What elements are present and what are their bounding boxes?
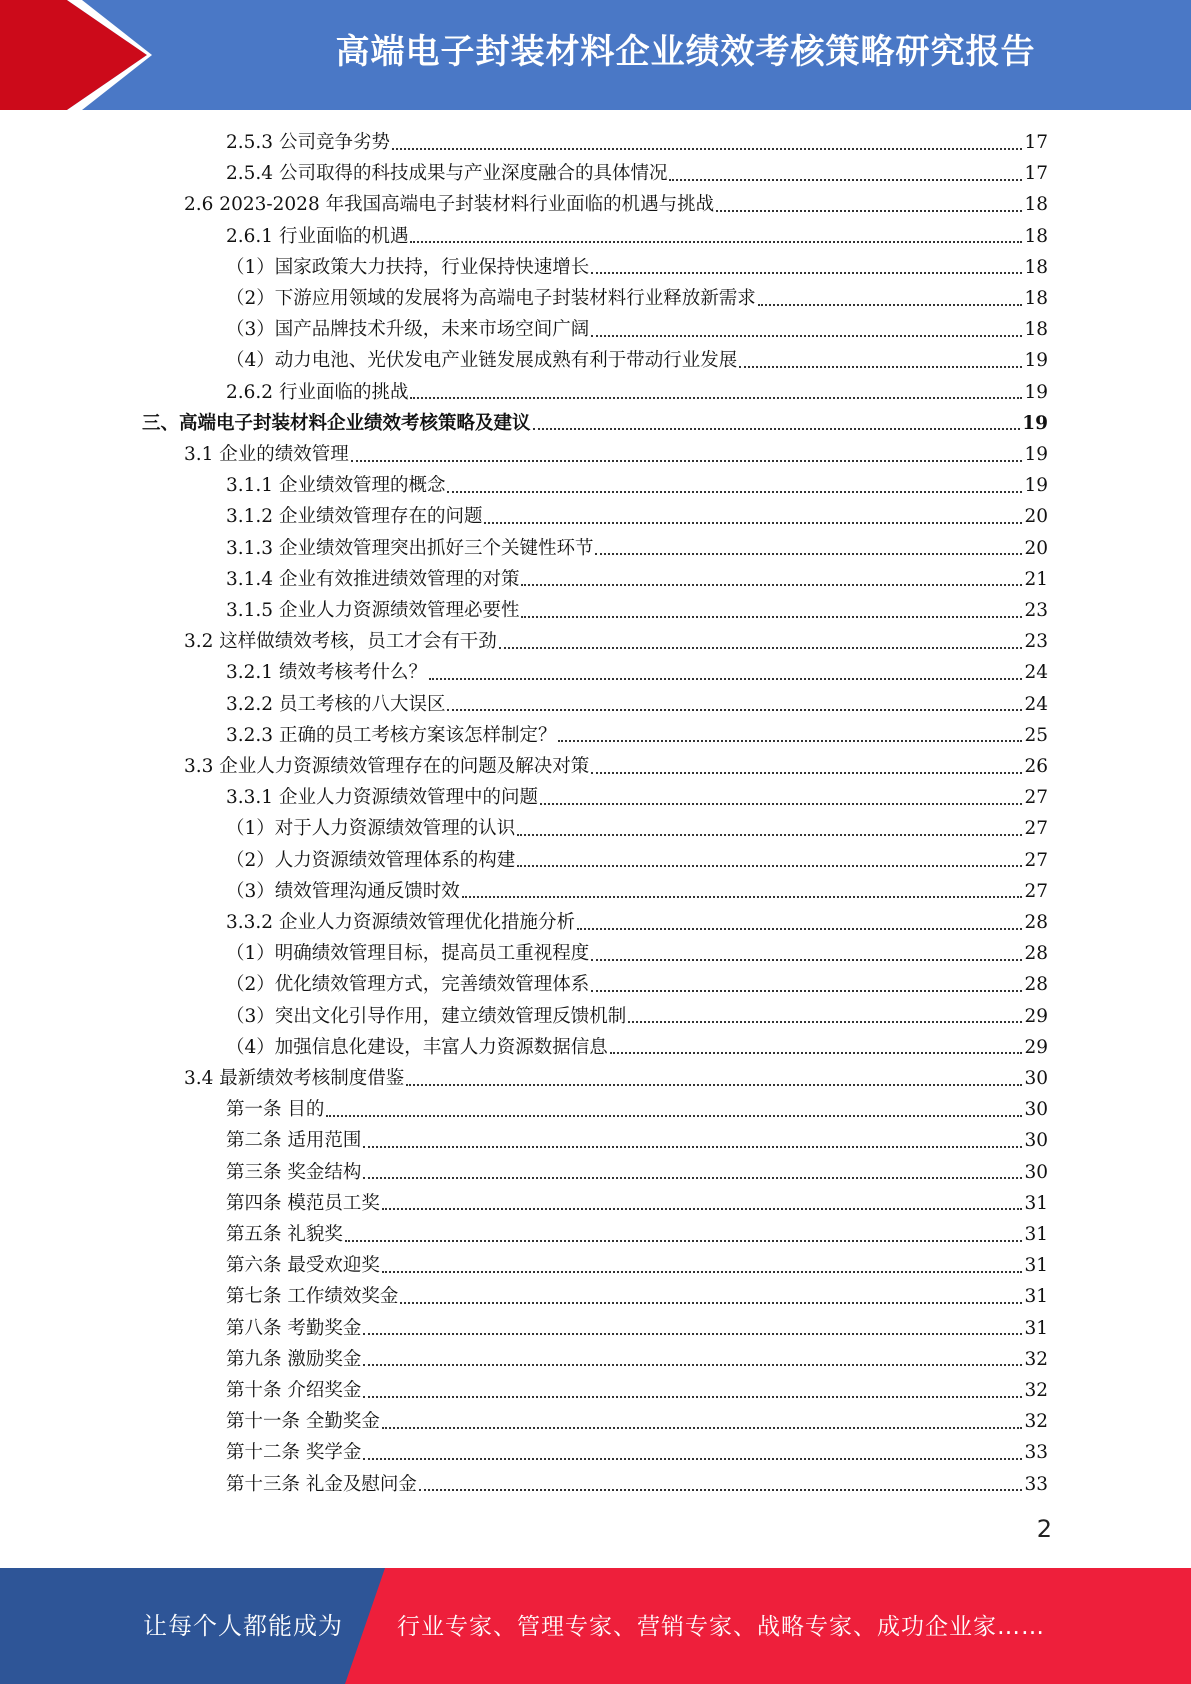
toc-entry-page: 28 xyxy=(1024,912,1048,933)
toc-dot-leader xyxy=(484,522,1022,524)
page-footer xyxy=(0,1568,1191,1684)
toc-dot-leader xyxy=(400,1302,1022,1304)
toc-entry[interactable] xyxy=(226,533,1048,564)
toc-entry-label: （1）国家政策大力扶持，行业保持快速增长 xyxy=(226,256,590,278)
toc-entry-page: 26 xyxy=(1024,756,1048,777)
toc-entry-label: 第二条 适用范围 xyxy=(226,1130,362,1152)
toc-dot-leader xyxy=(577,928,1022,930)
toc-entry[interactable] xyxy=(226,907,1048,938)
toc-entry-page: 27 xyxy=(1024,849,1048,871)
toc-entry-label: 3.1 企业的绩效管理 xyxy=(184,444,349,465)
toc-dot-leader xyxy=(758,304,1023,306)
toc-entry-label: 第三条 奖金结构 xyxy=(226,1161,362,1183)
toc-entry[interactable] xyxy=(226,1344,1048,1375)
toc-entry-label: 第八条 考勤奖金 xyxy=(226,1317,362,1339)
toc-entry[interactable] xyxy=(226,813,1048,844)
toc-entry-label: 第四条 模范员工奖 xyxy=(226,1192,380,1214)
toc-entry[interactable] xyxy=(226,938,1048,969)
toc-dot-leader xyxy=(521,584,1022,586)
toc-entry-label: 2.5.3 公司竞争劣势 xyxy=(226,132,390,153)
toc-entry-label: 2.6.1 行业面临的机遇 xyxy=(226,225,409,247)
toc-entry-label: 第十二条 奖学金 xyxy=(226,1442,362,1464)
toc-entry-page: 18 xyxy=(1024,194,1048,216)
toc-entry-page: 25 xyxy=(1024,724,1048,746)
toc-entry-page: 18 xyxy=(1024,319,1048,341)
toc-entry[interactable] xyxy=(184,751,1048,782)
toc-dot-leader xyxy=(429,678,1022,680)
toc-dot-leader xyxy=(499,647,1023,649)
toc-entry[interactable] xyxy=(226,720,1048,751)
toc-entry[interactable] xyxy=(226,782,1048,813)
toc-entry-page: 23 xyxy=(1024,600,1048,621)
toc-entry-label: 第七条 工作绩效奖金 xyxy=(226,1286,399,1308)
toc-entry[interactable] xyxy=(226,314,1048,345)
toc-entry-label: （3）绩效管理沟通反馈时效 xyxy=(226,880,460,902)
toc-dot-leader xyxy=(716,210,1022,212)
toc-entry-page: 32 xyxy=(1024,1348,1048,1370)
toc-entry-page: 30 xyxy=(1024,1130,1048,1152)
toc-entry-page: 31 xyxy=(1024,1286,1048,1308)
header-red-chevron xyxy=(0,0,155,110)
toc-entry[interactable] xyxy=(226,689,1048,720)
toc-entry[interactable] xyxy=(226,1188,1048,1219)
toc-entry-label: 3.3.1 企业人力资源绩效管理中的问题 xyxy=(226,787,538,809)
toc-entry[interactable] xyxy=(226,501,1048,532)
toc-entry-page: 31 xyxy=(1024,1255,1048,1277)
toc-dot-leader xyxy=(447,491,1022,493)
toc-dot-leader xyxy=(382,1271,1023,1273)
toc-entry[interactable] xyxy=(226,1094,1048,1125)
toc-entry-page: 30 xyxy=(1024,1068,1048,1089)
page-header xyxy=(0,0,1191,110)
toc-dot-leader xyxy=(595,553,1022,555)
toc-entry[interactable] xyxy=(184,189,1048,220)
toc-entry-page: 29 xyxy=(1024,1005,1048,1027)
toc-entry-label: （2）人力资源绩效管理体系的构建 xyxy=(226,849,516,871)
toc-dot-leader xyxy=(363,1333,1022,1335)
toc-entry-page: 19 xyxy=(1024,350,1048,372)
toc-dot-leader xyxy=(363,1146,1022,1148)
toc-dot-leader xyxy=(517,834,1022,836)
toc-entry[interactable] xyxy=(226,377,1048,408)
toc-entry[interactable] xyxy=(226,1313,1048,1344)
footer-slogan-right: 行业专家、管理专家、营销专家、战略专家、成功企业家…… xyxy=(397,1614,1045,1640)
toc-entry-label: 3.2.1 绩效考核考什么？ xyxy=(226,662,427,684)
toc-dot-leader xyxy=(419,1489,1023,1491)
page-number: 2 xyxy=(1036,1515,1052,1543)
toc-entry-label: （2）下游应用领域的发展将为高端电子封装材料行业释放新需求 xyxy=(226,288,756,309)
toc-entry[interactable] xyxy=(226,876,1048,907)
toc-entry-page: 31 xyxy=(1024,1224,1048,1245)
toc-entry-page: 18 xyxy=(1024,288,1048,309)
toc-entry-label: 2.6 2023-2028 年我国高端电子封装材料行业面临的机遇与挑战 xyxy=(184,194,715,216)
toc-entry-label: 3.1.5 企业人力资源绩效管理必要性 xyxy=(226,600,520,621)
toc-entry[interactable] xyxy=(226,283,1048,314)
toc-entry-page: 19 xyxy=(1024,444,1048,465)
toc-dot-leader xyxy=(533,428,1021,430)
toc-entry-label: 3.1.1 企业绩效管理的概念 xyxy=(226,475,446,497)
toc-entry-label: 第六条 最受欢迎奖 xyxy=(226,1255,380,1277)
toc-entry-page: 31 xyxy=(1024,1192,1048,1214)
toc-entry-label: 第十三条 礼金及慰问金 xyxy=(226,1473,417,1495)
toc-entry-label: 3.2.3 正确的员工考核方案该怎样制定？ xyxy=(226,724,557,746)
toc-dot-leader xyxy=(326,1115,1022,1117)
toc-dot-leader xyxy=(382,1208,1023,1210)
toc-dot-leader xyxy=(540,803,1022,805)
toc-entry[interactable] xyxy=(226,127,1048,158)
toc-entry-page: 32 xyxy=(1024,1380,1048,1401)
toc-entry[interactable] xyxy=(226,969,1048,1000)
toc-dot-leader xyxy=(669,179,1022,181)
footer-slogan-left: 让每个人都能成为 xyxy=(143,1612,343,1640)
toc-entry[interactable] xyxy=(226,564,1048,595)
toc-entry-label: 3.1.2 企业绩效管理存在的问题 xyxy=(226,506,483,528)
toc-entry-page: 20 xyxy=(1024,506,1048,528)
toc-dot-leader xyxy=(739,366,1022,368)
toc-entry-label: 3.3 企业人力资源绩效管理存在的问题及解决对策 xyxy=(184,756,590,777)
toc-dot-leader xyxy=(591,272,1022,274)
toc-entry[interactable] xyxy=(226,252,1048,283)
toc-entry[interactable] xyxy=(226,1406,1048,1437)
toc-entry-page: 28 xyxy=(1024,974,1048,996)
toc-entry-label: 2.6.2 行业面临的挑战 xyxy=(226,381,409,403)
toc-dot-leader xyxy=(591,959,1022,961)
toc-dot-leader xyxy=(363,1364,1022,1366)
toc-entry-label: （3）突出文化引导作用，建立绩效管理反馈机制 xyxy=(226,1005,627,1027)
toc-entry[interactable] xyxy=(184,626,1048,657)
toc-dot-leader xyxy=(521,616,1022,618)
toc-entry-page: 27 xyxy=(1024,787,1048,809)
toc-entry-page: 30 xyxy=(1024,1099,1048,1121)
toc-entry-page: 19 xyxy=(1024,381,1048,403)
toc-entry[interactable] xyxy=(184,439,1048,470)
toc-entry-page: 31 xyxy=(1024,1317,1048,1339)
toc-entry[interactable] xyxy=(226,158,1048,189)
toc-entry-label: 3.2 这样做绩效考核，员工才会有干劲 xyxy=(184,631,497,653)
toc-entry[interactable] xyxy=(226,1281,1048,1312)
toc-entry-label: （1）对于人力资源绩效管理的认识 xyxy=(226,818,516,840)
toc-entry-page: 30 xyxy=(1024,1161,1048,1183)
toc-dot-leader xyxy=(410,241,1022,243)
toc-entry[interactable] xyxy=(184,1063,1048,1094)
toc-entry-label: 3.4 最新绩效考核制度借鉴 xyxy=(184,1068,405,1089)
toc-entry-page: 28 xyxy=(1024,943,1048,965)
toc-entry[interactable] xyxy=(226,1437,1048,1468)
toc-entry-label: 第九条 激励奖金 xyxy=(226,1348,362,1370)
toc-dot-leader xyxy=(345,1240,1023,1242)
toc-entry-label: 2.5.4 公司取得的科技成果与产业深度融合的具体情况 xyxy=(226,163,668,185)
toc-entry-page: 27 xyxy=(1024,880,1048,902)
toc-entry-page: 19 xyxy=(1022,412,1048,434)
toc-entry-label: 3.2.2 员工考核的八大误区 xyxy=(226,693,446,715)
toc-dot-leader xyxy=(363,1396,1022,1398)
toc-entry-page: 20 xyxy=(1024,537,1048,559)
toc-dot-leader xyxy=(462,896,1023,898)
toc-dot-leader xyxy=(591,990,1022,992)
toc-entry-page: 33 xyxy=(1024,1473,1048,1495)
toc-dot-leader xyxy=(406,1084,1022,1086)
toc-entry[interactable] xyxy=(226,657,1048,688)
toc-entry-label: 第十一条 全勤奖金 xyxy=(226,1411,380,1433)
toc-entry-page: 33 xyxy=(1024,1442,1048,1464)
toc-entry[interactable] xyxy=(226,1032,1048,1063)
toc-dot-leader xyxy=(363,1458,1022,1460)
toc-entry-label: （4）动力电池、光伏发电产业链发展成熟有利于带动行业发展 xyxy=(226,350,738,372)
toc-entry[interactable] xyxy=(226,470,1048,501)
toc-dot-leader xyxy=(447,709,1022,711)
toc-entry-label: （2）优化绩效管理方式，完善绩效管理体系 xyxy=(226,974,590,996)
toc-entry[interactable] xyxy=(226,1469,1048,1500)
toc-dot-leader xyxy=(591,772,1022,774)
toc-entry-page: 24 xyxy=(1024,693,1048,715)
toc-dot-leader xyxy=(410,397,1022,399)
toc-entry-label: （3）国产品牌技术升级，未来市场空间广阔 xyxy=(226,319,590,341)
toc-dot-leader xyxy=(363,1177,1022,1179)
toc-dot-leader xyxy=(392,148,1022,150)
toc-dot-leader xyxy=(382,1427,1023,1429)
toc-entry-page: 18 xyxy=(1024,256,1048,278)
toc-entry[interactable] xyxy=(226,1125,1048,1156)
toc-entry-page: 24 xyxy=(1024,662,1048,684)
toc-entry-page: 29 xyxy=(1024,1036,1048,1058)
toc-dot-leader xyxy=(558,740,1022,742)
toc-entry[interactable] xyxy=(226,345,1048,376)
toc-entry-page: 27 xyxy=(1024,818,1048,840)
toc-entry-label: 第十条 介绍奖金 xyxy=(226,1380,362,1401)
toc-entry-label: 3.1.4 企业有效推进绩效管理的对策 xyxy=(226,568,520,590)
toc-entry[interactable] xyxy=(226,221,1048,252)
toc-entry-label: 三、高端电子封装材料企业绩效考核策略及建议 xyxy=(142,412,531,434)
toc-dot-leader xyxy=(610,1052,1023,1054)
toc-entry-page: 21 xyxy=(1024,568,1048,590)
toc-entry-page: 32 xyxy=(1024,1411,1048,1433)
toc-entry-label: 第一条 目的 xyxy=(226,1099,325,1121)
toc-entry-page: 17 xyxy=(1024,132,1048,153)
toc-entry-label: 3.3.2 企业人力资源绩效管理优化措施分析 xyxy=(226,912,575,933)
toc-dot-leader xyxy=(517,865,1022,867)
toc-entry[interactable] xyxy=(226,595,1048,626)
toc-entry[interactable] xyxy=(142,408,1048,439)
toc-entry-label: （1）明确绩效管理目标，提高员工重视程度 xyxy=(226,943,590,965)
toc-entry-page: 23 xyxy=(1024,631,1048,653)
toc-dot-leader xyxy=(591,335,1022,337)
toc-entry-label: 3.1.3 企业绩效管理突出抓好三个关键性环节 xyxy=(226,537,594,559)
toc-entry[interactable] xyxy=(226,1157,1048,1188)
toc-dot-leader xyxy=(628,1021,1022,1023)
toc-entry-page: 19 xyxy=(1024,475,1048,497)
toc-entry-label: （4）加强信息化建设，丰富人力资源数据信息 xyxy=(226,1036,608,1058)
toc-entry-page: 17 xyxy=(1024,163,1048,185)
toc-entry[interactable] xyxy=(226,1219,1048,1250)
toc-entry[interactable] xyxy=(226,1375,1048,1406)
toc-entry[interactable] xyxy=(226,1250,1048,1281)
toc-entry-page: 18 xyxy=(1024,225,1048,247)
toc-dot-leader xyxy=(351,460,1023,462)
toc-entry-label: 第五条 礼貌奖 xyxy=(226,1224,343,1245)
report-title: 高端电子封装材料企业绩效考核策略研究报告 xyxy=(335,32,1036,72)
toc-entry[interactable] xyxy=(226,845,1048,876)
toc-entry[interactable] xyxy=(226,1001,1048,1032)
